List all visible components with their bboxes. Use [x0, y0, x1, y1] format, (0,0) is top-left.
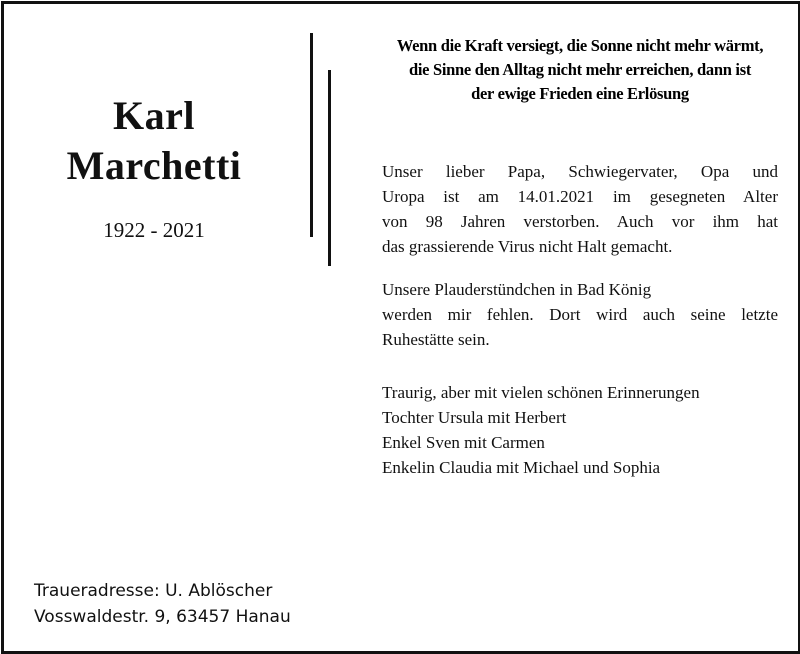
motto-line: Wenn die Kraft versiegt, die Sonne nicht mehr wärmt, — [396, 36, 764, 55]
text-line: Unser lieber Papa, Schwiegervater, Opa und — [382, 162, 778, 181]
obituary-frame — [1, 1, 800, 654]
motto-line: die Sinne den Alltag nicht mehr erreichen, dann ist — [408, 60, 752, 79]
divider-rule-left — [310, 33, 313, 237]
mourner-line: Traurig, aber mit vielen schönen Erinnerungen — [382, 383, 700, 402]
mourning-address — [34, 578, 291, 630]
mourner-line: Enkelin Claudia mit Michael und Sophia — [382, 458, 661, 477]
text-line: das grassierende Virus nicht Halt gemacht. — [382, 237, 673, 256]
text-line: Uropa ist am 14.01.2021 im gesegneten Alter — [382, 187, 778, 206]
deceased-first-name: Karl — [113, 93, 195, 138]
address-line-name: Traueradresse: U. Ablöscher — [34, 581, 273, 601]
text-line: Unsere Plauderstündchen in Bad König — [382, 280, 652, 299]
mourners-list — [382, 380, 778, 480]
address-line-street: Vosswaldestr. 9, 63457 Hanau — [34, 607, 291, 627]
text-line: werden mir fehlen. Dort wird auch seine letzte — [382, 305, 778, 324]
memory-paragraph — [382, 277, 778, 352]
life-years: 1922 - 2021 — [103, 218, 205, 242]
mourner-line: Tochter Ursula mit Herbert — [382, 408, 567, 427]
mourner-line: Enkel Sven mit Carmen — [382, 433, 545, 452]
text-line: Ruhestätte sein. — [382, 330, 490, 349]
motto-verse — [364, 34, 796, 106]
death-notice-paragraph — [382, 159, 778, 259]
divider-rule-right — [328, 70, 331, 266]
motto-line: der ewige Frieden eine Erlösung — [471, 84, 689, 103]
deceased-last-name: Marchetti — [66, 143, 242, 188]
text-line: von 98 Jahren verstorben. Auch vor ihm hat — [382, 212, 778, 231]
